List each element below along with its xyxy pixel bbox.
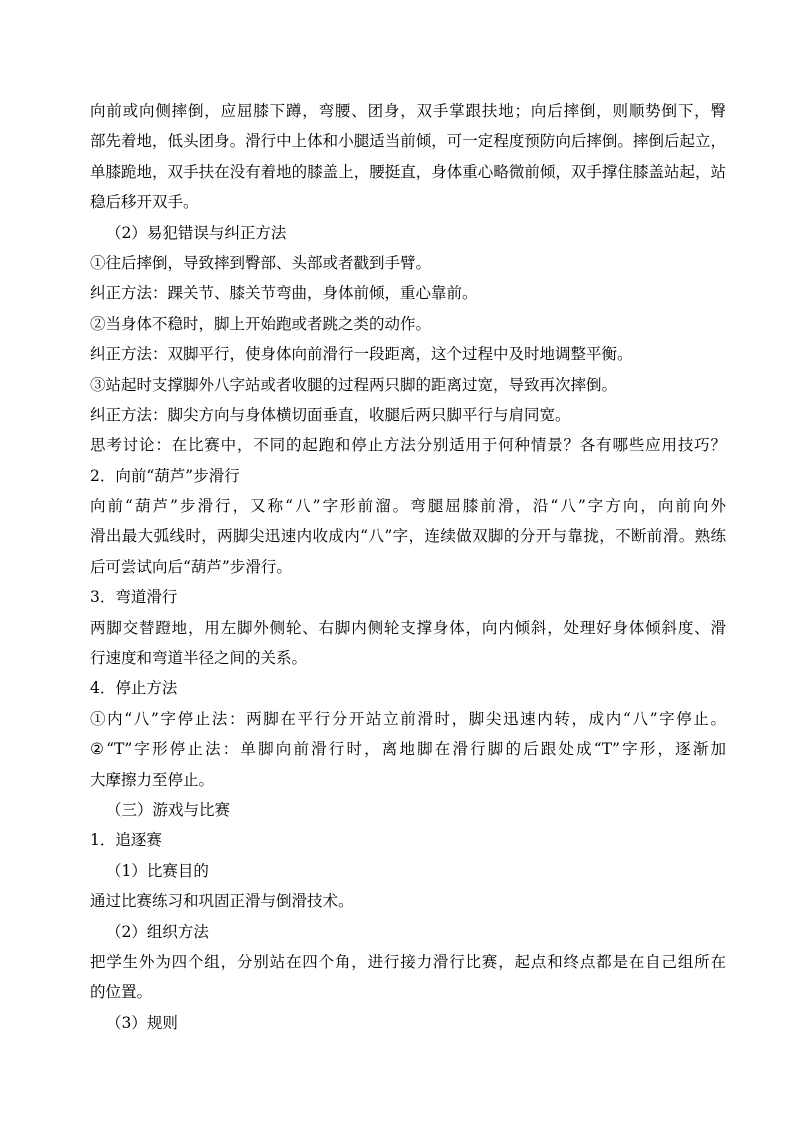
text-line-16: 后可尝试向后“葫芦”步滑行。: [90, 557, 292, 576]
subheading-organization: （2）组织方法: [106, 922, 209, 941]
text-line-8: ②当身体不稳时，脚上开始跑或者跳之类的动作。: [90, 314, 432, 333]
text-line-27: 通过比赛练习和巩固正滑与倒滑技术。: [90, 892, 354, 911]
text-line-30: 的位置。: [90, 983, 153, 1002]
subheading-errors: （2）易犯错误与纠正方法: [106, 223, 287, 242]
text-line-9: 纠正方法：双脚平行，使身体向前滑行一段距离，这个过程中及时地调整平衡。: [90, 345, 633, 364]
text-line-6: ①往后摔倒，导致摔到臀部、头部或者戳到手臂。: [90, 253, 432, 272]
section-heading-2: 2．向前“葫芦”步滑行: [90, 466, 240, 485]
text-line-7: 纠正方法：踝关节、膝关节弯曲，身体前倾，重心靠前。: [90, 284, 478, 303]
text-line-18: 两脚交替蹬地，用左脚外侧轮、右脚内侧轮支撑身体，向内倾斜，处理好身体倾斜度、滑: [90, 618, 726, 637]
text-line-23: 大摩擦力至停止。: [90, 770, 215, 789]
text-line-14: 向前“葫芦”步滑行，又称“八”字形前溜。弯腿屈膝前滑，沿“八”字方向，向前向外: [90, 497, 726, 516]
subheading-rules: （3）规则: [106, 1013, 178, 1032]
text-line-4: 稳后移开双手。: [90, 193, 199, 212]
section-heading-4: 4．停止方法: [90, 679, 178, 698]
section-heading-3: 3．弯道滑行: [90, 588, 178, 607]
document-page: [90, 96, 726, 1038]
text-line-10: ③站起时支撑脚外八字站或者收腿的过程两只脚的距离过宽，导致再次摔倒。: [90, 375, 618, 394]
text-line-15: 滑出最大弧线时，两脚尖迅速内收成内“八”字，连续做双脚的分开与靠拢，不断前滑。熟练: [90, 527, 726, 546]
text-line-21: ①内“八”字停止法：两脚在平行分开站立前滑时，脚尖迅速内转，成内“八”字停止。: [90, 709, 726, 728]
subheading-purpose: （1）比赛目的: [106, 861, 209, 880]
text-line-3: 单膝跪地，双手扶在没有着地的膝盖上，腰挺直，身体重心略微前倾，双手撑住膝盖站起，站: [90, 162, 726, 181]
text-line-19: 行速度和弯道半径之间的关系。: [90, 649, 308, 668]
text-line-1: 向前或向侧摔倒，应屈膝下蹲，弯腰、团身，双手掌跟扶地；向后摔倒，则顺势倒下，臀: [90, 102, 726, 120]
subsection-heading-chase: 1．追逐赛: [90, 831, 162, 850]
text-line-2: 部先着地，低头团身。滑行中上体和小腿适当前倾，可一定程度预防向后摔倒。摔倒后起立，: [90, 132, 726, 151]
text-line-12: 思考讨论：在比赛中，不同的起跑和停止方法分别适用于何种情景？各有哪些应用技巧？: [90, 436, 726, 455]
text-line-29: 把学生外为四个组，分别站在四个角，进行接力滑行比赛，起点和终点都是在自己组所在: [90, 952, 726, 971]
document-body: [90, 96, 726, 1038]
text-line-11: 纠正方法：脚尖方向与身体横切面垂直，收腿后两只脚平行与肩同宽。: [90, 405, 571, 424]
text-line-22: ②“T”字形停止法：单脚向前滑行时，离地脚在滑行脚的后跟处成“T”字形，逐渐加: [90, 740, 726, 759]
section-heading-games: （三）游戏与比赛: [106, 800, 231, 819]
